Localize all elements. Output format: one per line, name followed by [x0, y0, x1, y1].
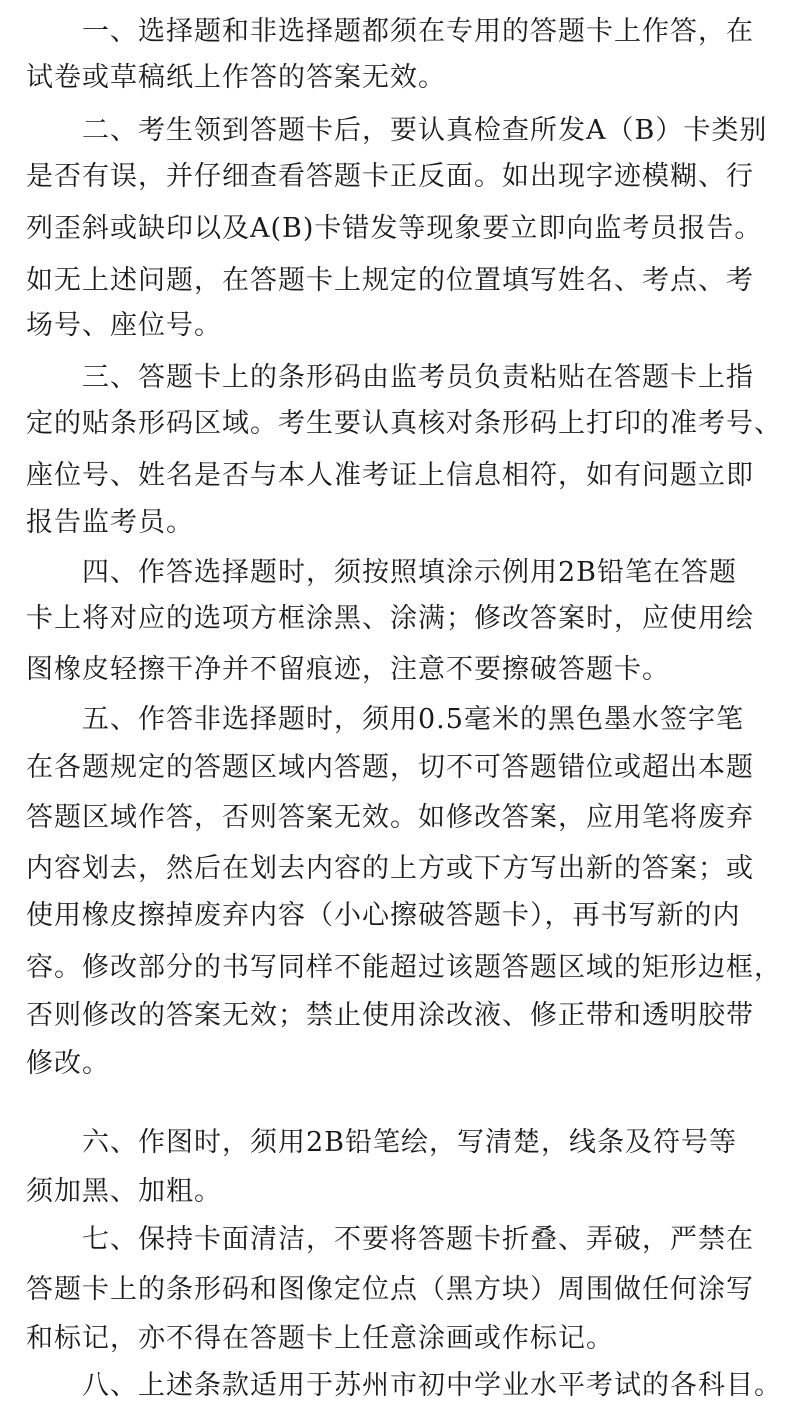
instruction-5-line-6: 容。修改部分的书写同样不能超过该题答题区域的矩形边框， — [26, 952, 782, 983]
instruction-3-line-4: 报告监考员。 — [26, 507, 194, 538]
instruction-2-line-5: 场号、座位号。 — [26, 310, 222, 341]
instruction-7-line-1: 七、保持卡面清洁，不要将答题卡折叠、弄破，严禁在 — [82, 1224, 754, 1255]
instruction-7-line-2: 答题卡上的条形码和图像定位点（黑方块）周围做任何涂写 — [26, 1274, 754, 1305]
instruction-1-line-2: 试卷或草稿纸上作答的答案无效。 — [26, 62, 446, 93]
instruction-5-line-7: 否则修改的答案无效；禁止使用涂改液、修正带和透明胶带 — [26, 1000, 754, 1031]
instruction-3-line-1: 三、答题卡上的条形码由监考员负责粘贴在答题卡上指 — [82, 362, 754, 393]
instruction-3-line-2: 定的贴条形码区域。考生要认真核对条形码上打印的准考号、 — [26, 408, 782, 439]
instruction-2-line-3: 列歪斜或缺印以及A(B)卡错发等现象要立即向监考员报告。 — [26, 213, 763, 244]
instruction-2-line-2: 是否有误，并仔细查看答题卡正反面。如出现字迹模糊、行 — [26, 161, 754, 192]
instruction-5-line-8: 修改。 — [26, 1048, 110, 1079]
instruction-6-line-1: 六、作图时，须用2B铅笔绘，写清楚，线条及符号等 — [82, 1127, 738, 1158]
instruction-4-line-3: 图橡皮轻擦干净并不留痕迹，注意不要擦破答题卡。 — [26, 654, 670, 685]
instruction-4-line-2: 卡上将对应的选项方框涂黑、涂满；修改答案时，应使用绘 — [26, 603, 754, 634]
instruction-5-line-1: 五、作答非选择题时，须用0.5毫米的黑色墨水签字笔 — [82, 704, 744, 735]
instruction-1-line-1: 一、选择题和非选择题都须在专用的答题卡上作答，在 — [82, 16, 754, 47]
instruction-5-line-3: 答题区域作答，否则答案无效。如修改答案，应用笔将废弃 — [26, 802, 754, 833]
instruction-5-line-5: 使用橡皮擦掉废弃内容（小心擦破答题卡），再书写新的内 — [26, 900, 741, 931]
instruction-8-line-1: 八、上述条款适用于苏州市初中学业水平考试的各科目。 — [82, 1370, 782, 1401]
instruction-3-line-3: 座位号、姓名是否与本人准考证上信息相符，如有问题立即 — [26, 460, 754, 491]
instruction-2-line-4: 如无上述问题，在答题卡上规定的位置填写姓名、考点、考 — [26, 265, 754, 296]
instruction-2-line-1: 二、考生领到答题卡后，要认真检查所发A（B）卡类别 — [82, 115, 768, 146]
instruction-7-line-3: 和标记，亦不得在答题卡上任意涂画或作标记。 — [26, 1323, 614, 1354]
instruction-5-line-2: 在各题规定的答题区域内答题，切不可答题错位或超出本题 — [26, 752, 754, 783]
instruction-6-line-2: 须加黑、加粗。 — [26, 1176, 222, 1207]
instruction-4-line-1: 四、作答选择题时，须按照填涂示例用2B铅笔在答题 — [82, 557, 738, 588]
instruction-5-line-4: 内容划去，然后在划去内容的上方或下方写出新的答案；或 — [26, 853, 754, 884]
